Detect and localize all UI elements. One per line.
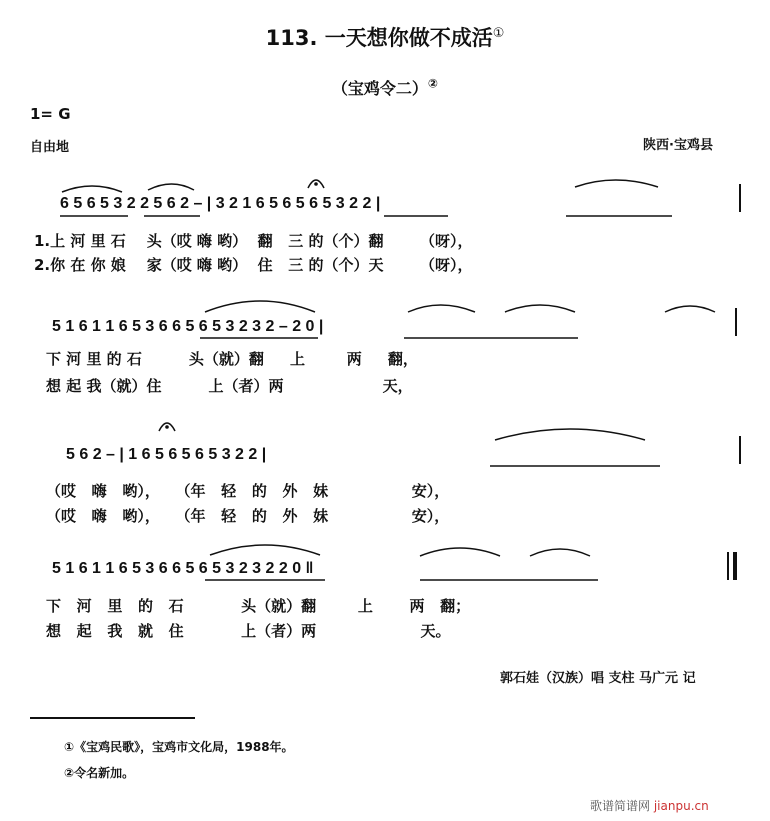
footnote-divider bbox=[30, 717, 195, 719]
notation-line-1: 6 5 6 5 3 2 2 5 6 2 – | 3 2 1 6 5 6 5 6 5 3 2 2 | bbox=[60, 195, 381, 212]
footnote-1: ①《宝鸡民歌》，宝鸡市文化局，1988年。 bbox=[64, 740, 294, 754]
watermark-url: jianpu.cn bbox=[653, 799, 709, 813]
lyric-line-2a: 下 河 里 的 石 头（就）翻 上 两 翻， bbox=[46, 350, 418, 368]
performer-credit: 郭石娃（汉族）唱 支柱 马广元 记 bbox=[500, 671, 696, 686]
origin-region: 陕西·宝鸡县 bbox=[643, 138, 713, 153]
notation-line-3: 5 6 2 – | 1 6 5 6 5 6 5 3 2 2 | bbox=[66, 446, 267, 463]
lyric-line-1a: 1.上 河 里 石 头（哎 嗨 哟） 翻 三 的（个）翻 （呀）， bbox=[34, 232, 473, 250]
notation-line-2: 5 1 6 1 1 6 5 3 6 6 5 6 5 3 2 3 2 – 2 0 | bbox=[52, 318, 324, 335]
lyric-line-4a: 下 河 里 的 石 头（就）翻 上 两 翻； bbox=[46, 597, 471, 615]
lyric-line-2b: 想 起 我（就）住 上（者）两 天， bbox=[46, 377, 413, 395]
watermark bbox=[590, 797, 709, 814]
footnote-2: ②令名新加。 bbox=[64, 766, 135, 780]
song-subtitle: （宝鸡令二）② bbox=[331, 76, 439, 98]
lyric-line-1b: 2.你 在 你 娘 家（哎 嗨 哟） 住 三 的（个）天 （呀）， bbox=[34, 256, 473, 274]
key-signature: 1= G bbox=[30, 105, 71, 123]
song-title: 113. 一天想你做不成活① bbox=[265, 26, 505, 50]
tempo-marking: 自由地 bbox=[30, 140, 70, 155]
lyric-line-3b: （哎 嗨 哟）， （年 轻 的 外 妹 安）， bbox=[46, 507, 450, 525]
watermark-name: 歌谱简谱网 bbox=[590, 799, 651, 813]
notation-line-4: 5 1 6 1 1 6 5 3 6 6 5 6 5 3 2 3 2 2 0 ‖ bbox=[52, 560, 314, 577]
lyric-line-4b: 想 起 我 就 住 上（者）两 天。 bbox=[46, 622, 451, 640]
lyric-line-3a: （哎 嗨 哟）， （年 轻 的 外 妹 安）， bbox=[46, 482, 450, 500]
